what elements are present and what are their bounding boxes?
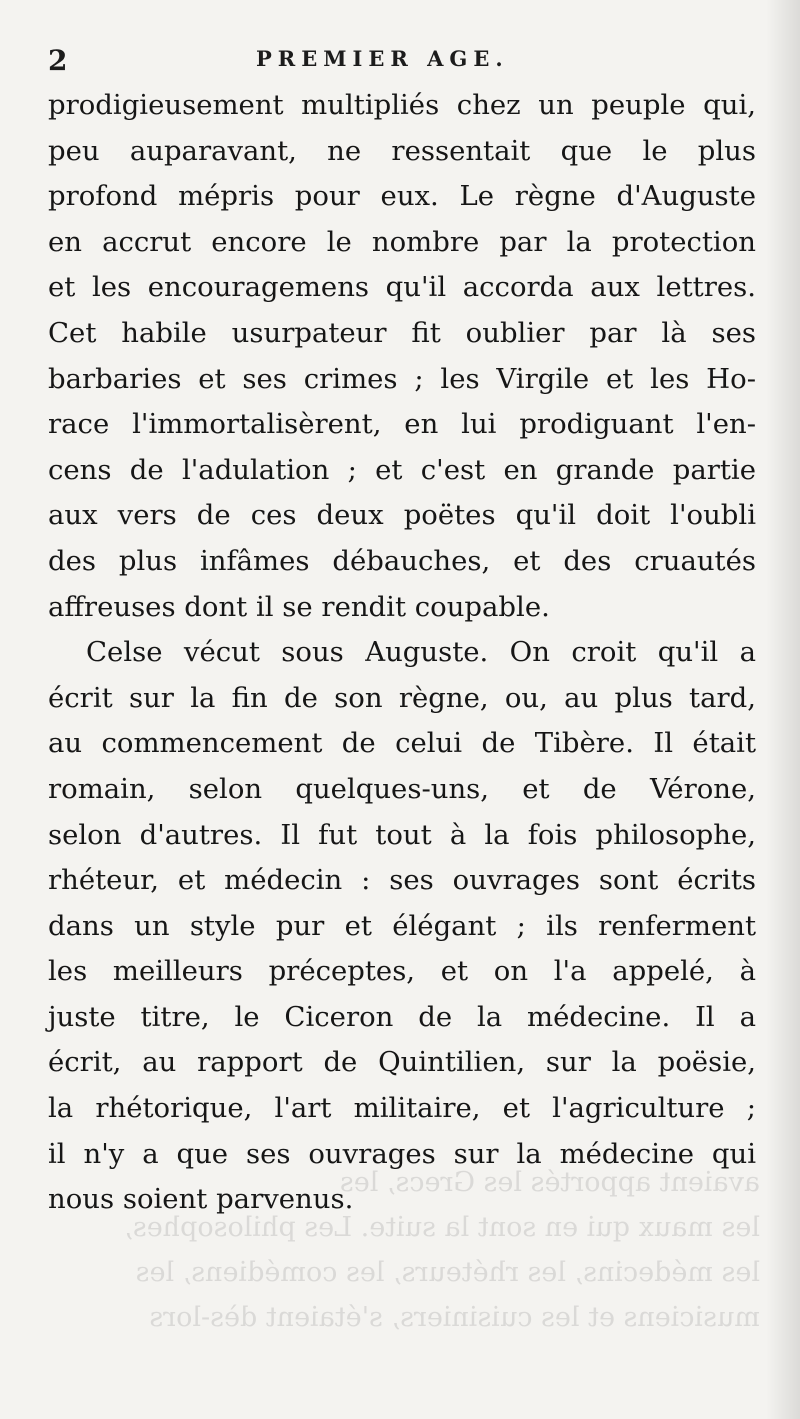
bleed-line: avaient apportés les Grecs, les — [339, 1167, 760, 1198]
bleed-line: les maux qui en sont la suite. Les philosophes, — [124, 1212, 760, 1243]
text-line: les meilleurs préceptes, et on l'a appelé, à — [48, 955, 756, 988]
text-line: dans un style pur et élégant ; ils renferment — [48, 909, 756, 942]
text-line: Cet habile usurpateur fit oublier par là ses — [48, 316, 756, 349]
text-line: rhéteur, et médecin : ses ouvrages sont écrits — [48, 864, 756, 897]
text-line: peu auparavant, ne ressentait que le plus — [48, 134, 756, 167]
text-line: juste titre, le Ciceron de la médecine. Il a — [48, 1000, 756, 1033]
bleed-line: les médecins, les rhéteurs, les comédiens, les — [135, 1257, 760, 1288]
text-line: aux vers de ces deux poëtes qu'il doit l'oubli — [48, 499, 756, 532]
text-line: barbaries et ses crimes ; les Virgile et les Ho- — [48, 362, 756, 395]
text-line: il n'y a que ses ouvrages sur la médecine qui — [48, 1137, 756, 1170]
text-line: en accrut encore le nombre par la protection — [48, 225, 756, 258]
text-line: race l'immortalisèrent, en lui prodiguant l'en- — [48, 408, 756, 441]
paragraph — [48, 83, 756, 630]
bleed-line: musiciens et les cuisiniers, s'étaient dès-lors — [149, 1302, 760, 1333]
text-line: des plus infâmes débauches, et des cruautés — [48, 544, 756, 577]
text-line: nous soient parvenus. — [48, 1183, 354, 1216]
text-line: prodigieusement multipliés chez un peuple qui, — [48, 89, 756, 121]
page-edge-shadow — [766, 0, 800, 1419]
text-line: la rhétorique, l'art militaire, et l'agriculture ; — [48, 1092, 756, 1125]
page-header — [48, 38, 758, 78]
paragraph — [48, 630, 756, 1223]
text-line: écrit, au rapport de Quintilien, sur la poësie, — [48, 1046, 756, 1079]
text-line: affreuses dont il se rendit coupable. — [48, 590, 550, 623]
page-number: 2 — [48, 44, 68, 77]
text-line: selon d'autres. Il fut tout à la fois philosophe, — [48, 818, 756, 851]
text-line: au commencement de celui de Tibère. Il était — [48, 727, 756, 760]
running-head: PREMIER AGE. — [256, 46, 509, 71]
body-text — [48, 83, 756, 1223]
text-line: Celse vécut sous Auguste. On croit qu'il a — [86, 636, 756, 669]
text-line: profond mépris pour eux. Le règne d'Auguste — [48, 180, 756, 213]
text-line: cens de l'adulation ; et c'est en grande partie — [48, 453, 756, 486]
text-line: romain, selon quelques-uns, et de Vérone, — [48, 772, 756, 805]
text-line: écrit sur la fin de son règne, ou, au plus tard, — [48, 681, 756, 714]
text-line: et les encouragemens qu'il accorda aux lettres. — [48, 271, 756, 304]
